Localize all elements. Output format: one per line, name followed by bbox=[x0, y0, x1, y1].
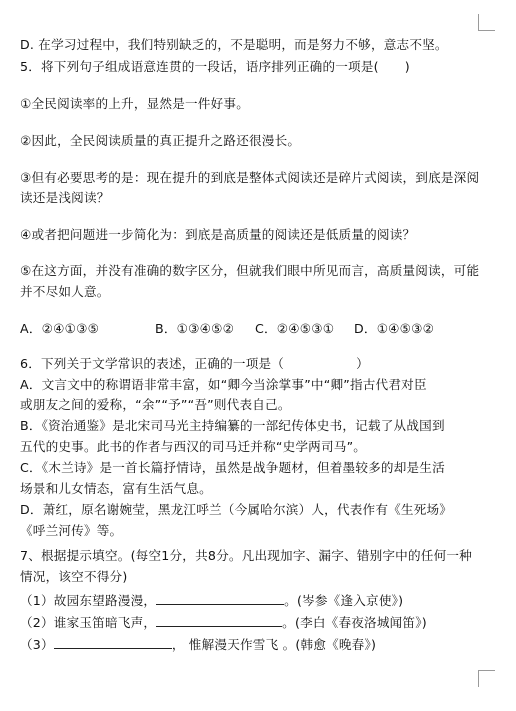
q6-option-d-line-2: 《呼兰河传》等。 bbox=[20, 523, 123, 538]
q7-instruction-line-1: 7、根据提示填空。(每空1分，共8分。凡出现加字、漏字、错别字中的任何一种 bbox=[20, 548, 472, 563]
q7-fill-2-prefix: （2）谁家玉笛暗飞声， bbox=[20, 615, 157, 630]
q6-title-text: 6．下列关于文学常识的表述，正确的一项是（ bbox=[20, 356, 285, 371]
q7-fill-1-prefix: （1）故园东望路漫漫， bbox=[20, 593, 157, 608]
q5-sentence-1: ①全民阅读率的上升，显然是一件好事。 bbox=[20, 96, 249, 111]
page-corner-mark-bottom bbox=[478, 670, 495, 687]
q7-fill-1-suffix: 。(岑参《逢入京使》) bbox=[284, 593, 404, 608]
q5-sentence-3-line-2: 读还是浅阅读？ bbox=[20, 190, 110, 205]
q6-option-b-line-1: B．《资治通鉴》是北宋司马光主持编纂的一部纪传体史书，记载了从战国到 bbox=[20, 418, 445, 433]
q5-option-a: A．②④①③⑤ bbox=[20, 321, 100, 336]
q7-fill-3 bbox=[20, 636, 490, 653]
q4-option-d: D. 在学习过程中，我们特别缺乏的，不是聪明，而是努力不够，意志不坚。 bbox=[20, 37, 448, 52]
q7-fill-1 bbox=[20, 592, 490, 609]
q7-fill-2 bbox=[20, 614, 490, 631]
q7-fill-1-blank bbox=[156, 592, 284, 605]
q6-option-a-line-2: 或朋友之间的爱称，“余”“予”“吾”则代表自己。 bbox=[20, 397, 291, 412]
q6-option-c-line-2: 场景和儿女情态，富有生活气息。 bbox=[20, 481, 212, 496]
q5-title-close: ) bbox=[404, 59, 410, 74]
q6-option-d-line-1: D．萧红，原名谢婉莹，黑龙江呼兰（今属哈尔滨）人，代表作有《生死场》 bbox=[20, 502, 453, 517]
q6-option-c-line-1: C．《木兰诗》是一首长篇抒情诗，虽然是战争题材，但着墨较多的却是生活 bbox=[20, 460, 445, 475]
q5-sentence-4: ④或者把问题进一步简化为：到底是高质量的阅读还是低质量的阅读？ bbox=[20, 227, 416, 242]
q5-title bbox=[20, 59, 490, 75]
q5-sentence-3-line-1: ③但有必要思考的是：现在提升的到底是整体式阅读还是碎片式阅读，到底是深阅 bbox=[20, 170, 480, 185]
q6-title-close: ） bbox=[356, 356, 369, 371]
q7-instruction-line-2: 情况，该空不得分) bbox=[20, 569, 128, 584]
q7-fill-3-blank bbox=[54, 636, 172, 649]
q7-fill-3-suffix: ， 惟解漫天作雪飞 。(韩愈《晚春》) bbox=[171, 637, 377, 652]
q6-option-a-line-1: A．文言文中的称谓语非常丰富，如“卿今当涂掌事”中“卿”指古代君对臣 bbox=[20, 377, 427, 392]
q5-option-b: B．①③④⑤② bbox=[155, 321, 235, 336]
q6-title bbox=[20, 356, 490, 372]
q5-title-text: 5．将下列句子组成语意连贯的一段话，语序排列正确的一项是( bbox=[20, 59, 379, 74]
q7-fill-2-blank bbox=[156, 614, 282, 627]
page-corner-mark-top bbox=[478, 14, 495, 31]
q5-option-d: D．①④⑤③② bbox=[354, 321, 435, 336]
q5-sentence-5-line-2: 并不尽如人意。 bbox=[20, 284, 110, 299]
q5-option-c: C．②④⑤③① bbox=[255, 321, 335, 336]
q7-fill-3-prefix: （3） bbox=[20, 637, 54, 652]
q7-fill-2-suffix: 。(李白《春夜洛城闻笛》) bbox=[282, 615, 427, 630]
q5-sentence-2: ②因此，全民阅读质量的真正提升之路还很漫长。 bbox=[20, 133, 301, 148]
q6-option-b-line-2: 五代的史事。此书的作者与西汉的司马迁并称“史学两司马”。 bbox=[20, 439, 367, 454]
q5-sentence-5-line-1: ⑤在这方面，并没有准确的数字区分，但就我们眼中所见而言，高质量阅读，可能 bbox=[20, 263, 480, 278]
